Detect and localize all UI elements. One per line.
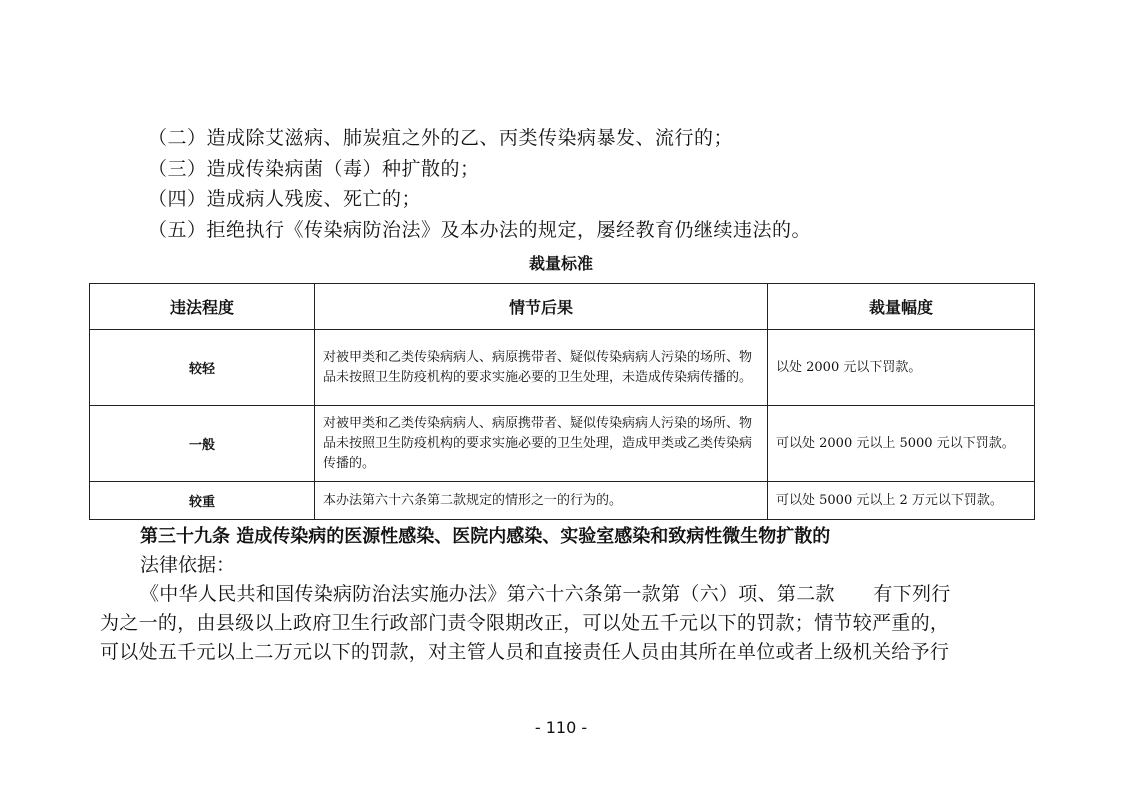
row-level: 较重 xyxy=(90,482,315,520)
row-consequence: 本办法第六十六条第二款规定的情形之一的行为的。 xyxy=(315,482,768,520)
row-consequence: 对被甲类和乙类传染病病人、病原携带者、疑似传染病病人污染的场所、物品未按照卫生防疫机构的要求实施必要的卫生处理，造成甲类或乙类传染病传播的。 xyxy=(315,406,768,482)
table-row xyxy=(90,406,1035,482)
body-line: 《中华人民共和国传染病防治法实施办法》第六十六条第一款第（六）项、第二款 有下列行 xyxy=(140,583,951,605)
header-penalty-range: 裁量幅度 xyxy=(768,284,1035,330)
table-row xyxy=(90,330,1035,406)
violation-list xyxy=(148,123,1048,245)
table-row xyxy=(90,482,1035,520)
header-violation-degree: 违法程度 xyxy=(90,284,315,330)
page-number: - 110 - xyxy=(534,718,588,737)
row-penalty: 以处 2000 元以下罚款。 xyxy=(768,330,1035,406)
table-header-row xyxy=(90,284,1035,330)
article-heading: 第三十九条 造成传染病的医源性感染、医院内感染、实验室感染和致病性微生物扩散的 xyxy=(140,526,831,547)
row-penalty: 可以处 2000 元以上 5000 元以下罚款。 xyxy=(768,406,1035,482)
row-consequence: 对被甲类和乙类传染病病人、病原携带者、疑似传染病病人污染的场所、物品未按照卫生防疫机构的要求实施必要的卫生处理，未造成传染病传播的。 xyxy=(315,330,768,406)
body-line: 为之一的，由县级以上政府卫生行政部门责令限期改正，可以处五千元以下的罚款；情节较严重的， xyxy=(100,612,950,634)
list-item: （五）拒绝执行《传染病防治法》及本办法的规定，屡经教育仍继续违法的。 xyxy=(148,218,812,241)
list-item: （四）造成病人残废、死亡的； xyxy=(148,188,422,210)
table-caption: 裁量标准 xyxy=(528,254,593,273)
legal-basis-text xyxy=(100,580,1025,667)
row-penalty: 可以处 5000 元以上 2 万元以下罚款。 xyxy=(768,482,1035,520)
row-level: 一般 xyxy=(90,406,315,482)
row-level: 较轻 xyxy=(90,330,315,406)
list-item: （三）造成传染病菌（毒）种扩散的； xyxy=(148,157,480,180)
legal-basis-label: 法律依据： xyxy=(140,554,236,576)
header-consequence: 情节后果 xyxy=(315,284,768,330)
body-line: 可以处五千元以上二万元以下的罚款，对主管人员和直接责任人员由其所在单位或者上级机关给予行 xyxy=(100,641,950,663)
list-item: （二）造成除艾滋病、肺炭疽之外的乙、丙类传染病暴发、流行的； xyxy=(148,127,734,149)
discretion-standard-table xyxy=(89,283,1035,520)
